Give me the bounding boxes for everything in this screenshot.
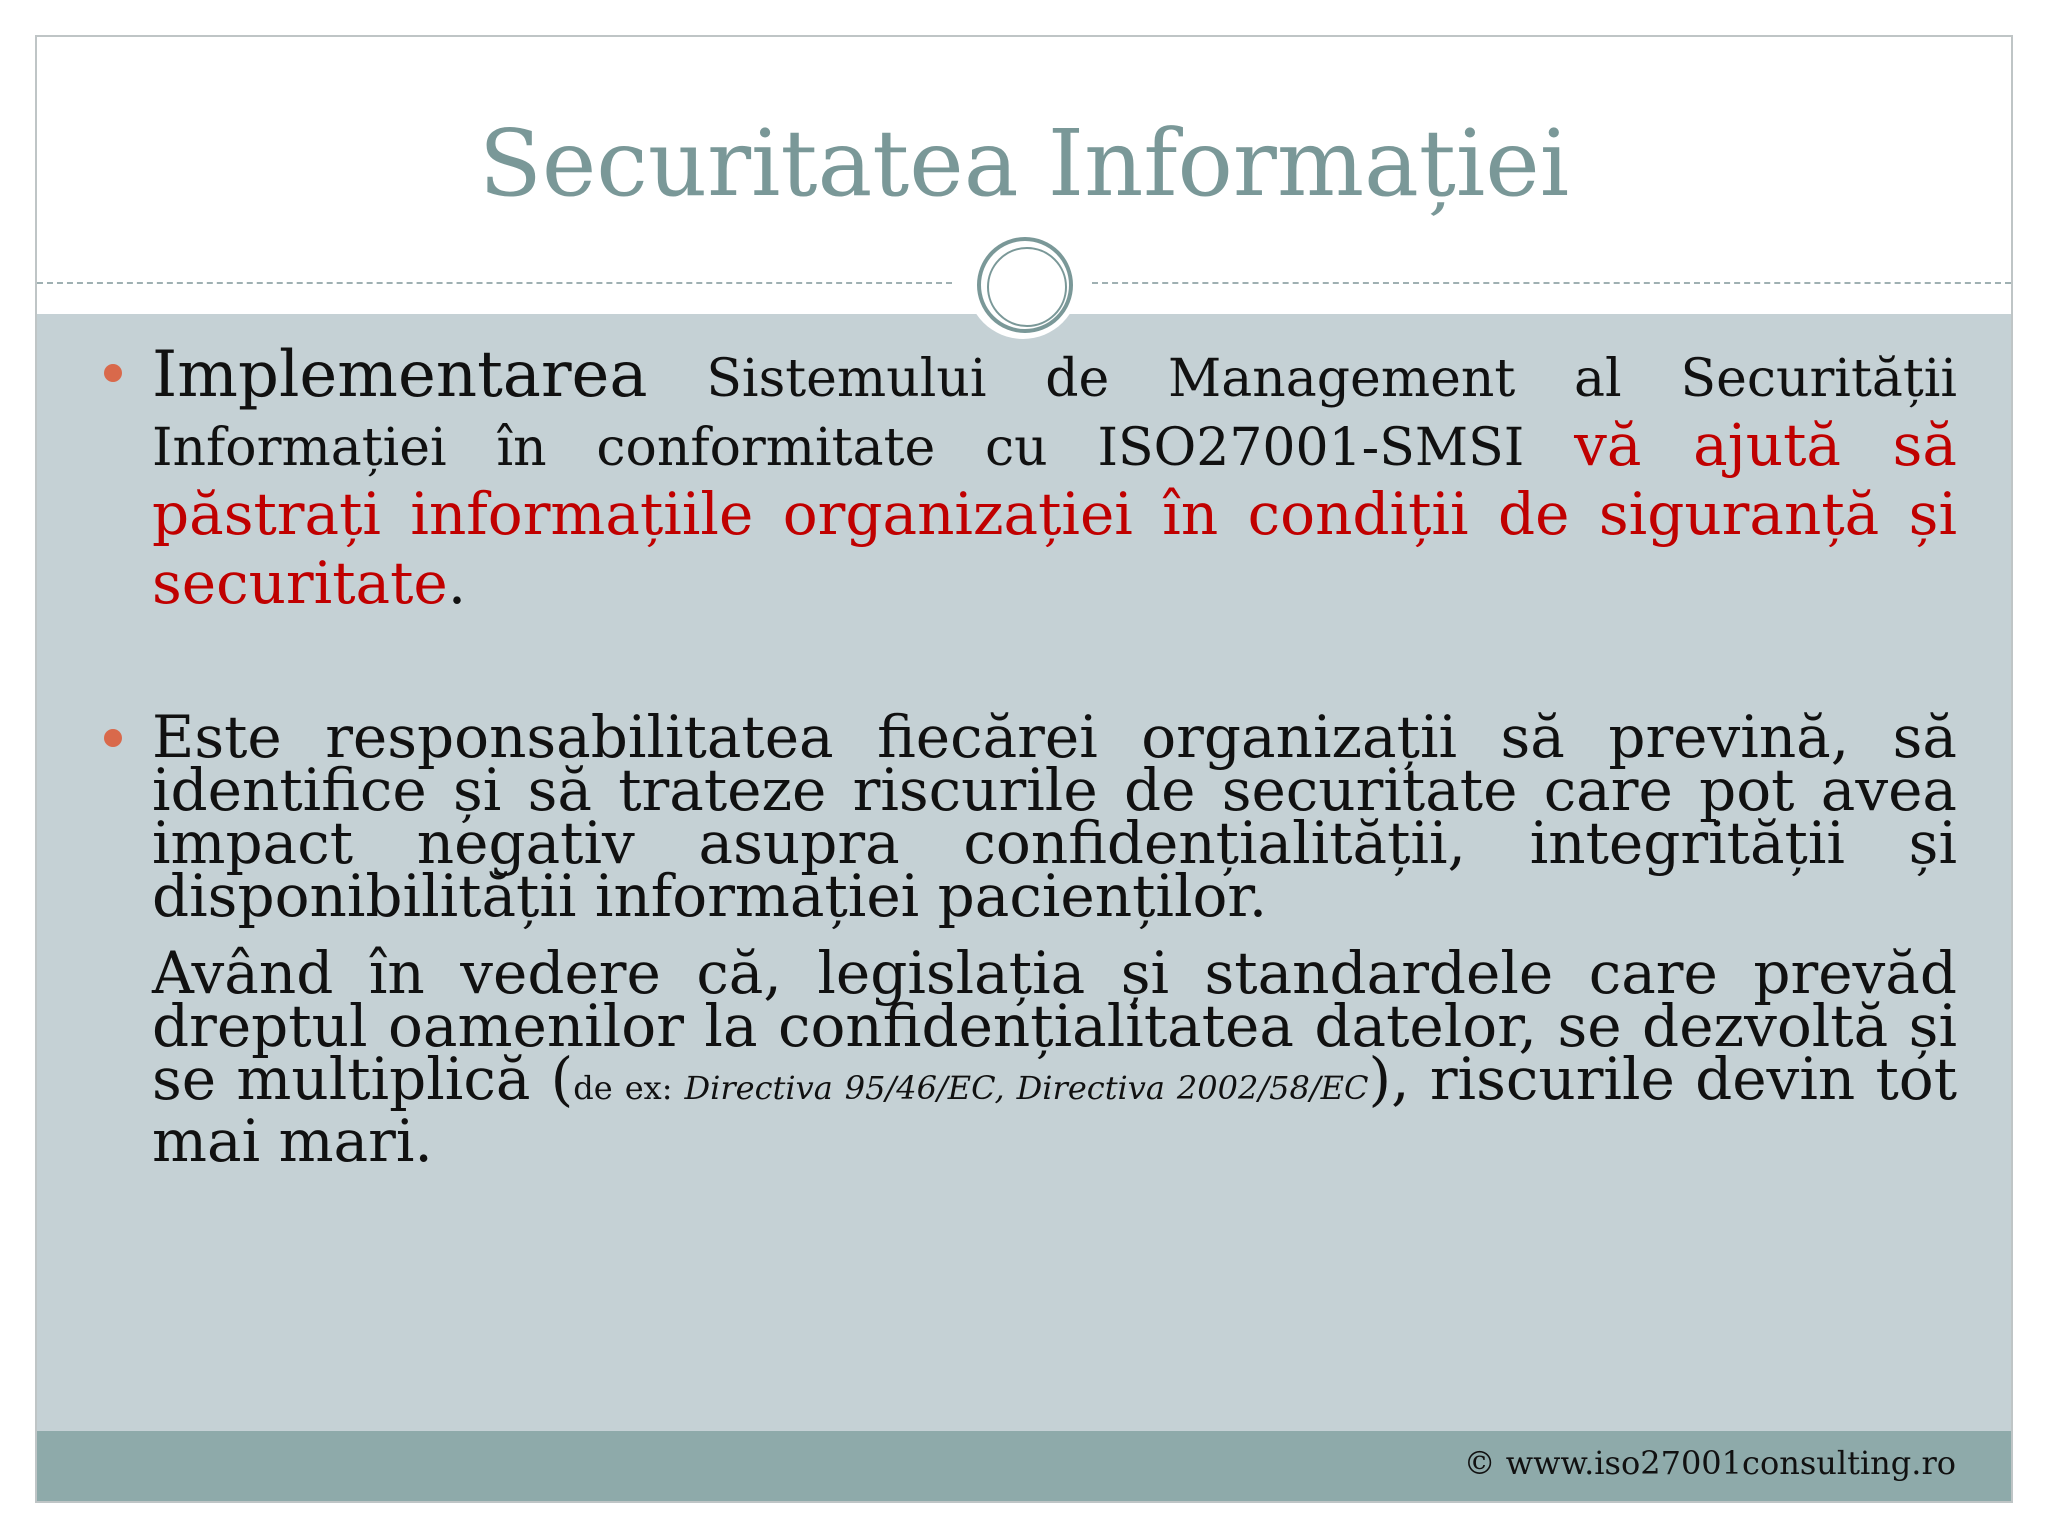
- bullet1-end: .: [447, 549, 467, 617]
- bullet1-highlight: vă ajută să păstrați informațiile organizației în condiții de siguranță și securitate: [152, 411, 1958, 617]
- slide-body: [152, 338, 1958, 1175]
- bullet1-text-b: Informației în conformitate cu ISO27001-SMSI: [152, 418, 1575, 478]
- slide-title: Securitatea Informației: [478, 110, 1570, 217]
- bullet1-lead: Implementarea: [152, 338, 648, 412]
- slide: [35, 35, 2013, 1503]
- bullet2-text: Este responsabilitatea fiecărei organizații să prevină, să identifice și să trateze riscurile de securitate care pot avea impact negativ asupra confidențialității, integrității și disponibilității informației pacienților.: [152, 703, 1957, 930]
- bullet-icon: [104, 729, 122, 747]
- bullet1-text-a: Sistemului de Management al Securității: [647, 349, 1957, 409]
- para3-example-prefix: de ex:: [573, 1069, 685, 1107]
- footer-copyright: © www.iso27001consulting.ro: [1463, 1444, 1956, 1482]
- bullet-paragraph-1: [152, 338, 1958, 619]
- para3-text-b: ), riscurile devin tot mai mari.: [152, 1045, 1958, 1175]
- paragraph-3: [152, 939, 1958, 1175]
- divider-left: [37, 282, 952, 284]
- bullet-icon: [104, 364, 122, 382]
- footer-bar: [37, 1431, 2011, 1501]
- divider-ring-inner: [987, 247, 1067, 327]
- divider-right: [1092, 282, 2011, 284]
- para3-text-a: Având în vedere că, legislația și standardele care prevăd dreptul oamenilor la confidențialitatea datelor, se dezvoltă și se multiplică (: [152, 939, 1957, 1113]
- bullet-paragraph-2: [152, 703, 1957, 930]
- para3-directives: Directiva 95/46/EC, Directiva 2002/58/EC: [684, 1069, 1369, 1107]
